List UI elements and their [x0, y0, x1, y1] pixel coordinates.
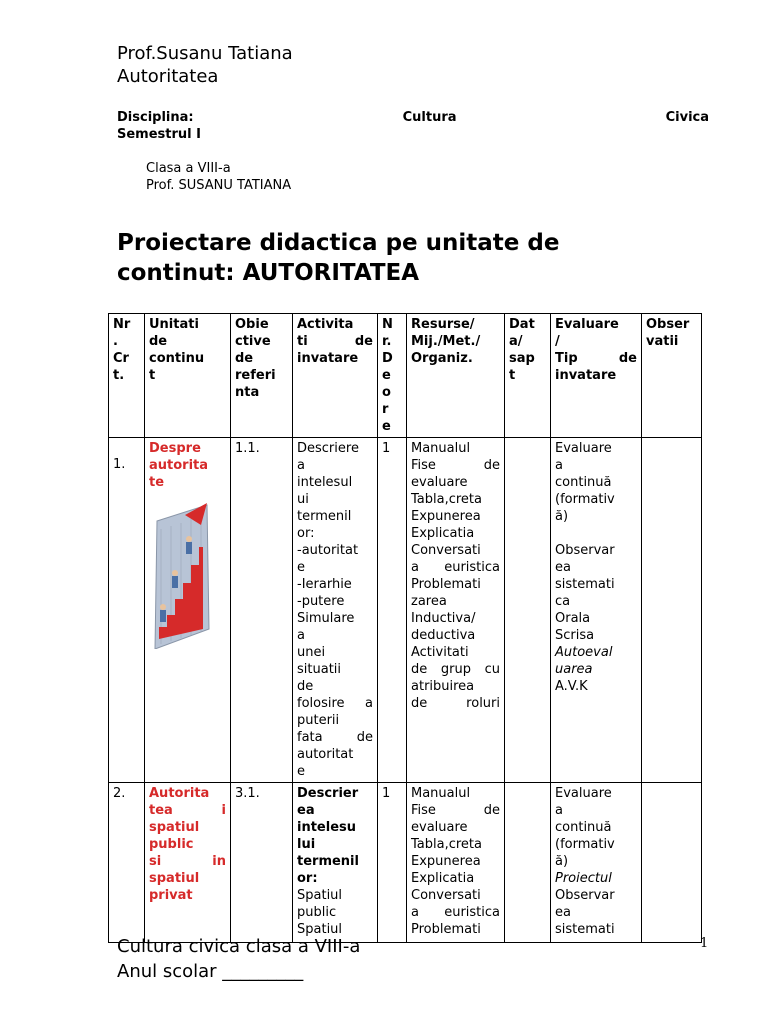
row-2-nr: 2. — [109, 783, 145, 943]
cell-line: a/ — [509, 334, 523, 349]
cell-line: Despre — [149, 441, 201, 456]
cell-line: A.V.K — [555, 679, 588, 694]
cell-line: Autoeval — [555, 645, 613, 660]
cell-line: intelesul — [297, 475, 353, 490]
cell-line: Expunerea — [411, 509, 481, 524]
cell-line: a — [555, 803, 563, 818]
cell-line: -putere — [297, 594, 345, 609]
cell-line: a — [555, 458, 563, 473]
cell-line: a — [297, 458, 305, 473]
cell-line: evaluare — [411, 475, 468, 490]
cell-line: sap — [509, 351, 535, 366]
cell-line: Problemati — [411, 577, 481, 592]
cell-line: lui — [297, 837, 316, 852]
cell-line: Observar — [555, 543, 615, 558]
row-2-hours: 1 — [378, 783, 407, 943]
cell-line: invatare — [555, 368, 617, 383]
row-2-date — [505, 783, 551, 943]
cell-line: public — [149, 837, 194, 852]
header-resources — [407, 314, 505, 438]
cell-line: puterii — [297, 713, 340, 728]
cell-line: t — [509, 368, 516, 383]
cell-line: Evaluare — [555, 786, 612, 801]
cell-line: Scrisa — [555, 628, 595, 643]
cell-line: invatare — [297, 351, 359, 366]
cell-line: termenil — [297, 509, 352, 524]
author-name: Prof.Susanu Tatiana — [117, 43, 293, 64]
cell-line: . — [113, 334, 118, 349]
cell-line: atribuirea — [411, 679, 475, 694]
cell-line: Fise de — [411, 803, 500, 818]
row-1-evaluation — [551, 438, 642, 783]
cell-line: Obser — [646, 317, 690, 332]
cell-line: -Ierarhie — [297, 577, 352, 592]
cell-line: D — [382, 351, 393, 366]
cell-line: Explicatia — [411, 871, 475, 886]
cell-line: continuă — [555, 475, 612, 490]
cell-line: e — [382, 368, 391, 383]
cell-line: Nr — [113, 317, 131, 332]
cell-line: (formativ — [555, 492, 615, 507]
cell-line: Descrier — [297, 786, 359, 801]
cell-line: r. — [382, 334, 392, 349]
cell-line: fata de — [297, 730, 373, 745]
cell-line: ea — [555, 560, 571, 575]
cell-line: continu — [149, 351, 205, 366]
cell-line: Fise de — [411, 458, 500, 473]
cell-line: folosire a — [297, 696, 373, 711]
row-2-activities — [293, 783, 378, 943]
cell-line: ca — [555, 594, 571, 609]
document-subject: Autoritatea — [117, 66, 219, 87]
row-2-evaluation — [551, 783, 642, 943]
cell-line: continuă — [555, 820, 612, 835]
cell-line: evaluare — [411, 820, 468, 835]
cell-line: Dat — [509, 317, 535, 332]
header-nr — [109, 314, 145, 438]
cell-line: Observar — [555, 888, 615, 903]
cell-line: or: — [297, 871, 318, 886]
header-activities — [293, 314, 378, 438]
cell-line: uarea — [555, 662, 593, 677]
cell-line: Descriere — [297, 441, 359, 456]
cell-line: ea — [555, 905, 571, 920]
footer-line-2: Anul scolar _________ — [117, 961, 304, 982]
cell-line: ti de — [297, 334, 373, 349]
cell-line: termenil — [297, 854, 359, 869]
header-evaluation — [551, 314, 642, 438]
cell-line: Organiz. — [411, 351, 473, 366]
cell-line: sistemati — [555, 577, 615, 592]
cell-line: spatiul — [149, 871, 200, 886]
cell-line: Evaluare — [555, 317, 619, 332]
cell-line: Resurse/ — [411, 317, 475, 332]
row-1-unit — [145, 438, 231, 783]
cell-line: vatii — [646, 334, 679, 349]
title-line-1: Proiectare didactica pe unitate de — [117, 230, 560, 256]
cell-line: a euristica — [411, 560, 500, 575]
row-2-observations — [642, 783, 702, 943]
discipline-word-2: Civica — [665, 110, 709, 125]
row-1-activities — [293, 438, 378, 783]
cell-line: referi — [235, 368, 276, 383]
cell-line: t. — [113, 368, 125, 383]
cell-line: t — [149, 368, 156, 383]
row-1-nr: 1. — [109, 438, 145, 783]
cell-line: si in — [149, 854, 226, 869]
header-objectives — [231, 314, 293, 438]
cell-line: / — [555, 334, 560, 349]
cell-line: ă) — [555, 854, 569, 869]
cell-line: de — [149, 334, 168, 349]
header-hours — [378, 314, 407, 438]
cell-line: or: — [297, 526, 315, 541]
cell-line: deductiva — [411, 628, 476, 643]
cell-line: Tabla,creta — [411, 837, 482, 852]
cell-line: unei — [297, 645, 326, 660]
class-teacher: Prof. SUSANU TATIANA — [146, 178, 292, 193]
discipline-line — [117, 110, 709, 125]
discipline-word-1: Cultura — [402, 110, 457, 125]
semester: Semestrul I — [117, 127, 201, 142]
cell-line: Mij./Met./ — [411, 334, 481, 349]
cell-line: r — [382, 402, 389, 417]
cell-line: Manualul — [411, 786, 471, 801]
cell-line: ea — [297, 803, 315, 818]
cell-line: Autorita — [149, 786, 210, 801]
cell-line: Inductiva/ — [411, 611, 476, 626]
cell-line: a — [297, 628, 305, 643]
cell-line: privat — [149, 888, 193, 903]
cell-line: situatii — [297, 662, 342, 677]
cell-line: Conversati — [411, 543, 481, 558]
row-2-objectives: 3.1. — [231, 783, 293, 943]
cell-line: Expunerea — [411, 854, 481, 869]
cell-line: intelesu — [297, 820, 357, 835]
cell-line: a euristica — [411, 905, 500, 920]
cell-line: Conversati — [411, 888, 481, 903]
cell-line: Problemati — [411, 922, 481, 937]
cell-line: Proiectul — [555, 871, 612, 886]
table-header-row — [109, 314, 702, 438]
title-line-2: continut: AUTORITATEA — [117, 260, 420, 286]
cell-line: ctive — [235, 334, 271, 349]
table-row — [109, 783, 702, 943]
cell-line: de roluri — [411, 696, 500, 711]
cell-line: sistemati — [555, 922, 615, 937]
cell-line: te — [149, 475, 165, 490]
header-observations — [642, 314, 702, 438]
discipline-label: Disciplina: — [117, 110, 194, 125]
cell-line: ui — [297, 492, 309, 507]
cell-line: Orala — [555, 611, 591, 626]
cell-line: public — [297, 905, 337, 920]
row-1-date — [505, 438, 551, 783]
cell-line: Tip de — [555, 351, 637, 366]
cell-line: de — [297, 679, 314, 694]
row-1-objectives: 1.1. — [231, 438, 293, 783]
cell-line: autorita — [149, 458, 209, 473]
row-2-resources — [407, 783, 505, 943]
footer-line-1: Cultura civica clasa a VIII-a — [117, 936, 361, 957]
cell-line: Activita — [297, 317, 354, 332]
cell-line: -autoritat — [297, 543, 359, 558]
cell-line: tea i — [149, 803, 226, 818]
cell-line: Spatiul — [297, 922, 343, 937]
class-grade: Clasa a VIII-a — [146, 161, 231, 176]
cell-line: Simulare — [297, 611, 355, 626]
header-unit — [145, 314, 231, 438]
row-1-observations — [642, 438, 702, 783]
cell-line: spatiul — [149, 820, 200, 835]
cell-line: Unitati — [149, 317, 199, 332]
cell-line: Cr — [113, 351, 129, 366]
cell-line: de grup cu — [411, 662, 500, 677]
cell-line: e — [297, 560, 305, 575]
cell-line: o — [382, 385, 391, 400]
cell-line: nta — [235, 385, 260, 400]
cell-line: Activitati — [411, 645, 469, 660]
header-date — [505, 314, 551, 438]
cell-line: de — [235, 351, 254, 366]
row-1-resources — [407, 438, 505, 783]
cell-line: Tabla,creta — [411, 492, 482, 507]
page-title — [117, 228, 677, 288]
cell-line: Manualul — [411, 441, 471, 456]
footer — [117, 934, 360, 984]
climbing-arrow-clipart-icon — [149, 499, 211, 649]
cell-line: Spatiul — [297, 888, 343, 903]
cell-line — [555, 525, 637, 542]
cell-line: ă) — [555, 509, 569, 524]
table-row — [109, 438, 702, 783]
cell-line: (formativ — [555, 837, 615, 852]
cell-line: Explicatia — [411, 526, 475, 541]
row-1-hours: 1 — [378, 438, 407, 783]
cell-line: e — [297, 764, 305, 779]
row-2-unit — [145, 783, 231, 943]
page-number: 1 — [700, 936, 709, 951]
cell-line: N — [382, 317, 393, 332]
lesson-plan-table — [108, 313, 702, 943]
cell-line: e — [382, 419, 391, 434]
cell-line: autoritat — [297, 747, 354, 762]
cell-line: Obie — [235, 317, 269, 332]
cell-line: Evaluare — [555, 441, 612, 456]
cell-line: zarea — [411, 594, 447, 609]
